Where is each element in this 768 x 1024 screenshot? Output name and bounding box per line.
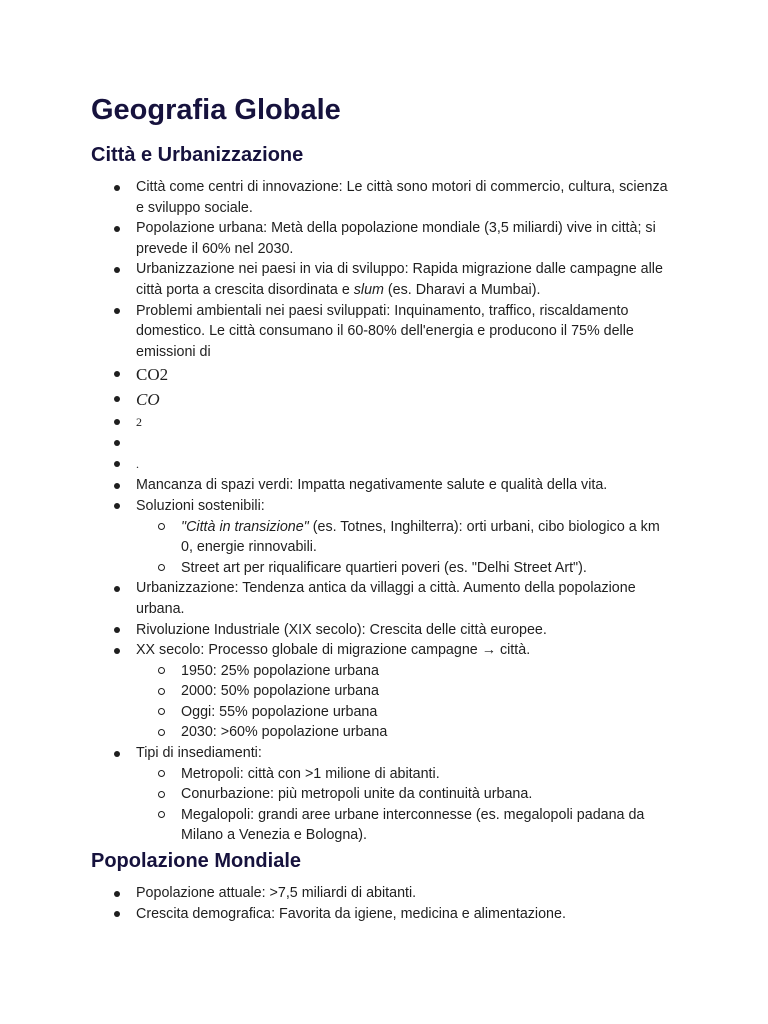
list-item-math: . [0,454,768,475]
sub-list-item: Megalopoli: grandi aree urbane interconnesse (es. megalopoli padana da Milano a Venezia e Bologna). [0,805,768,846]
list-item: Crescita demografica: Favorita da igiene, medicina e alimentazione. [0,904,768,925]
sub-list-item: 1950: 25% popolazione urbana [0,661,768,682]
list-item: XX secolo: Processo globale di migrazione campagne → città. [0,640,768,661]
list-item: Problemi ambientali nei paesi sviluppati: Inquinamento, traffico, riscaldamento domestico. Le città consumano il 60-80% dell'energia e producono il 75% delle emissioni di [0,301,768,363]
list-item: Urbanizzazione: Tendenza antica da villaggi a città. Aumento della popolazione urbana. [0,578,768,619]
section-heading-popolazione: Popolazione Mondiale [91,850,302,872]
list-item: Rivoluzione Industriale (XIX secolo): Crescita delle città europee. [0,620,768,641]
sub-list-item-text: (es. Totnes, Inghilterra): orti urbani, cibo biologico a km 0, energie rinnovabili. [181,518,660,556]
bullet-list-citta [0,177,768,846]
section-heading-citta: Città e Urbanizzazione [91,144,304,166]
sub-list-item [0,517,768,558]
bullet-list-popolazione [0,883,768,924]
list-item [0,259,768,300]
list-item-empty [0,433,768,454]
sub-list-item: 2030: >60% popolazione urbana [0,722,768,743]
list-item: Città come centri di innovazione: Le città sono motori di commercio, cultura, scienza e sviluppo sociale. [0,177,768,218]
document-title: Geografia Globale [91,94,341,126]
sub-list-item: Conurbazione: più metropoli unite da continuità urbana. [0,784,768,805]
list-item-math: CO [0,387,768,412]
list-item-math: CO2 [0,362,768,387]
list-item: Soluzioni sostenibili: [0,496,768,517]
list-item-emphasis: slum [353,281,384,298]
list-item: Popolazione urbana: Metà della popolazione mondiale (3,5 miliardi) vive in città; si prevede il 60% nel 2030. [0,218,768,259]
sub-list-item: 2000: 50% popolazione urbana [0,681,768,702]
sub-list-item: Oggi: 55% popolazione urbana [0,702,768,723]
sub-list-item-emphasis: "Città in transizione" [181,518,309,535]
list-item-text: (es. Dharavi a Mumbai). [383,281,541,298]
list-item-text: Urbanizzazione nei paesi in via di sviluppo: Rapida migrazione dalle campagne alle città porta a crescita disordinata e [136,261,663,298]
list-item: Popolazione attuale: >7,5 miliardi di abitanti. [0,883,768,904]
sub-list-item: Metropoli: città con >1 milione di abitanti. [0,764,768,785]
list-item: Mancanza di spazi verdi: Impatta negativamente salute e qualità della vita. [0,475,768,496]
list-item: Tipi di insediamenti: [0,743,768,764]
list-item-math: 2 [0,412,768,433]
sub-list-item: Street art per riqualificare quartieri poveri (es. "Delhi Street Art"). [0,558,768,579]
